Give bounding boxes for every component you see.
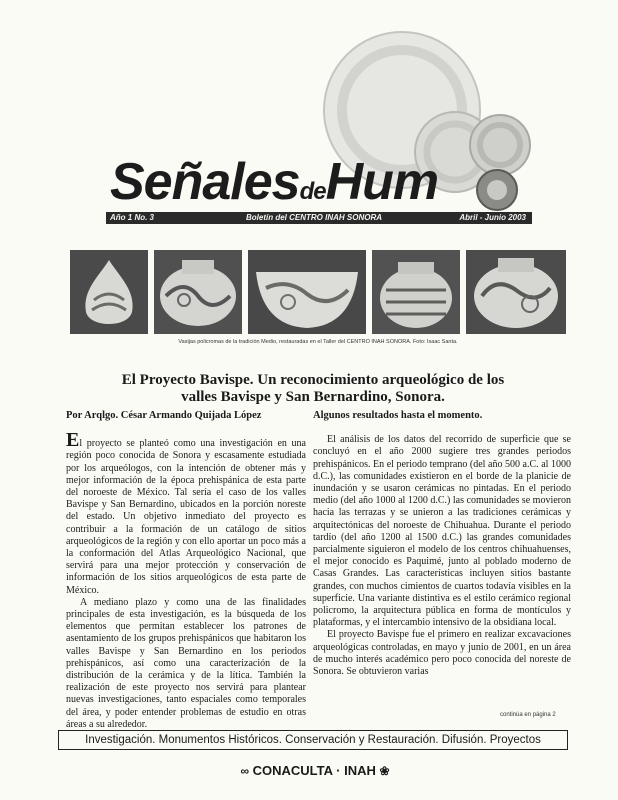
article-right-column (313, 410, 571, 678)
pottery-photo (70, 250, 148, 334)
article-paragraph-text: l proyecto se planteó como una investigación en una región poco conocida de Sonora y escasamente estudiada por los arqueólogos, con la intención de obtener más y mejor información de la época prehispánica de esta parte del noroeste de México. Tal sería el caso de los valles Bavispe y San Bernardino, ubicados en la porción noreste del estado. Un objetivo inmediato del proyecto es contribuir a la formación de un catálogo de sitios arqueológicos de la región y con ello aportar un poco más a la conformación del Atlas Arqueológico Nacional, que servirá para una mejor protección y conservación de información de los sitios arqueológicos de esta parte de México. (66, 438, 306, 596)
article-headline: El Proyecto Bavispe. Un reconocimiento arqueológico de los valles Bavispe y San Bernardino, Sonora. (121, 372, 505, 405)
inah-seal-icon: ❀ (379, 764, 390, 778)
article-paragraph: El análisis de los datos del recorrido de superficie que se concluyó en el año 2000 sugiere tres grandes periodos prehispánicos. En el periodo temprano (del año 500 a.C. al 1000 d.C.), las comunidades existieron en el borde de la planicie de inundación y se usaron cerámicas no pintadas. En el periodo medio (del año 1000 al 1200 d.C.) las comunidades se movieron hacia las terrazas y se unieron a las tradiciones cerámicas y arquitectónicas del noroeste de Chihuahua. Durante el periodo tardío (del año 1200 al 1500 d.C.) las grandes comunidades parcialmente siguieron el modelo de los centros chihuahuenses, el mejor conocido es Paquimé, junto al poblado moderno de Casas Grandes. Las características incluyen sitios bastante grandes, con muchos cimientos de cuartos todavía visibles en la superficie. Una variante distintiva es el estilo cerámico regional policromo, la arquitectura pública en forma de montículos y plataformas, y el intercambio intensivo de la obsidiana local. (313, 434, 571, 629)
article-paragraph: A mediano plazo y como una de las finalidades principales de esta investigación, es la búsqueda de los elementos que permitan establecer los patrones de asentamiento de los grupos prehispánicos que habitaron los valles Bavispe y San Bernardino en los periodos prehispánicos, así como una caracterización de la distribución de la cerámica y de la lítica. También la realización de este proyecto nos servirá para plantear nuevas investigaciones, tanto espaciales como temporales del área, y poder entender problemas de estudio en otras áreas a su alrededor. (66, 596, 306, 730)
footer-logos-text: CONACULTA · INAH (252, 763, 376, 778)
issue-date: Abril - Junio 2003 (459, 213, 526, 222)
pottery-photo (154, 250, 242, 334)
masthead-title-part1: Señales (110, 153, 300, 211)
drop-cap: E (66, 429, 80, 452)
pottery-photo (248, 250, 366, 334)
conaculta-logo-icon: ∞ (240, 764, 249, 778)
article-left-column (66, 410, 306, 731)
pottery-photo (466, 250, 566, 334)
masthead-title-part3: Hum (325, 153, 439, 211)
masthead-title-part2: de (299, 178, 326, 205)
photo-caption: Vasijas policromas de la tradición Medio, restauradas en el Taller del CENTRO INAH SONORA. Foto: Isaac Santa. (178, 339, 458, 345)
pottery-photo-strip (70, 250, 566, 334)
article-byline: Por Arqlgo. César Armando Quijada López (66, 410, 262, 421)
section-heading: Algunos resultados hasta el momento. (313, 410, 483, 421)
bulletin-name: Boletín del CENTRO INAH SONORA (246, 213, 383, 222)
article-paragraph: El proyecto Bavispe fue el primero en realizar excavaciones arqueológicas controladas, en mayo y junio de 2001, en un área de mucho interés académico pero poco conocida del noreste de Sonora. Se obtuvieron varias (313, 629, 571, 678)
article-paragraph (66, 429, 306, 597)
issue-bar (106, 212, 532, 224)
pottery-photo (372, 250, 460, 334)
footer-tagline: Investigación. Monumentos Históricos. Conservación y Restauración. Difusión. Proyectos (58, 730, 568, 750)
issue-number: Año 1 No. 3 (110, 213, 155, 222)
footer-logos (200, 760, 430, 782)
continued-note: continúa en página 2 (500, 712, 556, 718)
masthead-title (110, 152, 530, 212)
